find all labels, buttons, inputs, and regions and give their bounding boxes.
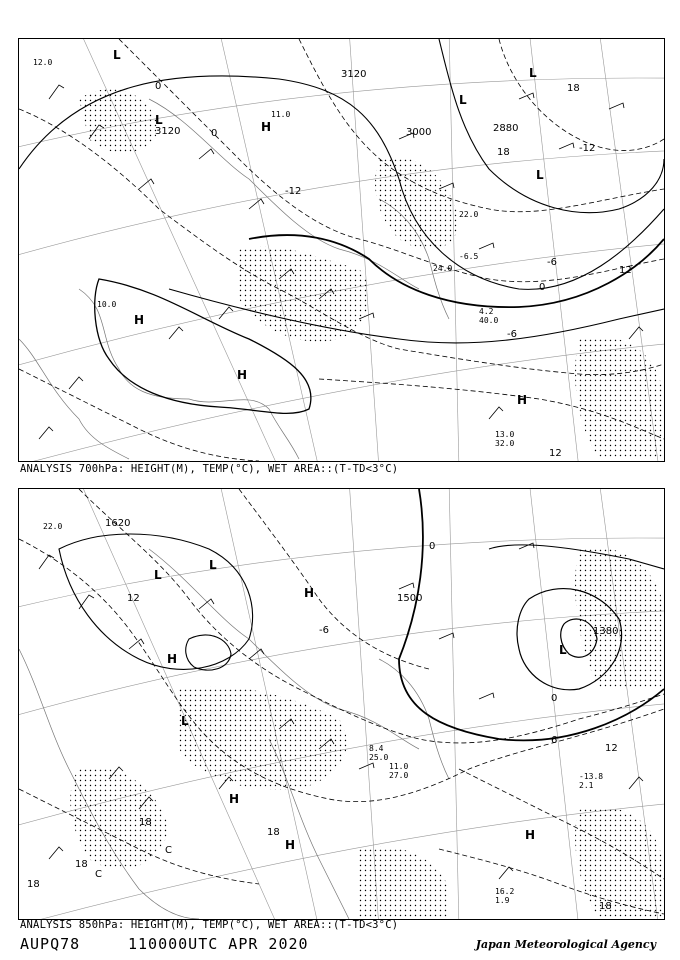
- isotherm-label: C: [95, 869, 102, 880]
- isotherm-label: 18: [267, 827, 280, 838]
- chart-identifier: AUPQ78: [20, 935, 81, 953]
- isotherm-label: -6: [319, 625, 329, 636]
- low-centre: L: [529, 66, 537, 80]
- height-label: 3120: [155, 126, 181, 137]
- station-value: -13.8: [579, 772, 604, 781]
- low-centre: L: [536, 168, 544, 182]
- station-value: -6.5: [459, 252, 479, 261]
- high-centre: H: [525, 828, 536, 842]
- height-label: 1620: [105, 518, 131, 529]
- coastline: [19, 99, 449, 459]
- isotherm-label: 18: [27, 879, 40, 890]
- station-value: 11.0: [389, 762, 409, 771]
- isotherm-label: 0: [551, 693, 558, 704]
- valid-time: 110000UTC APR 2020: [128, 935, 309, 953]
- contour-labels: [155, 69, 632, 459]
- map-canvas-850hpa: [19, 489, 664, 919]
- isotherm-label: 18: [599, 901, 612, 912]
- isotherm-label: 18: [567, 83, 580, 94]
- high-centre: H: [261, 120, 272, 134]
- low-centre: L: [155, 113, 163, 127]
- isotherm-label: 12: [549, 448, 562, 459]
- station-value: 16.2: [495, 887, 515, 896]
- isotherm-label: -6: [547, 257, 557, 268]
- map-panel-850hpa: [18, 488, 665, 920]
- station-value: 12.0: [33, 58, 53, 67]
- station-value: 22.0: [459, 210, 479, 219]
- wet-area: [79, 89, 664, 459]
- low-centre: L: [559, 643, 567, 657]
- station-value: 10.0: [97, 300, 117, 309]
- panel-caption-850hpa: ANALYSIS 850hPa: HEIGHT(M), TEMP(°C), WET AREA::(T-TD<3°C): [20, 919, 399, 931]
- height-label: 1500: [397, 593, 423, 604]
- isotherm-label: 6: [551, 735, 558, 746]
- low-centre: L: [113, 48, 121, 62]
- high-centre: H: [167, 652, 178, 666]
- isotherm-label: -6: [507, 329, 517, 340]
- height-label: 3000: [406, 127, 432, 138]
- station-value: 22.0: [43, 522, 63, 531]
- high-centre: H: [237, 368, 248, 382]
- station-value: 27.0: [389, 771, 409, 780]
- height-contours: [59, 489, 664, 740]
- station-value: 1.9: [495, 896, 510, 905]
- isotherm-label: 12: [619, 265, 632, 276]
- isotherm-label: 0: [211, 128, 218, 139]
- low-centre: L: [209, 558, 217, 572]
- map-panel-700hpa: [18, 38, 665, 462]
- isotherm-label: 0: [429, 541, 436, 552]
- isotherm-label: 18: [75, 859, 88, 870]
- isotherm-label: 12: [127, 593, 140, 604]
- station-value: 13.0: [495, 430, 515, 439]
- isotherm-label: 12: [605, 743, 618, 754]
- isotherm-label: -12: [579, 143, 596, 154]
- low-centre: L: [154, 568, 162, 582]
- map-canvas-700hpa: [19, 39, 664, 461]
- station-value: 8.4: [369, 744, 384, 753]
- station-value: 32.0: [495, 439, 515, 448]
- chart-footer: [20, 935, 660, 957]
- isotherm-label: 18: [139, 817, 152, 828]
- low-centre: L: [181, 714, 189, 728]
- height-label: 3120: [341, 69, 367, 80]
- station-value: 2.1: [579, 781, 594, 790]
- station-value: 24.0: [433, 264, 453, 273]
- station-value: 4.2: [479, 307, 494, 316]
- height-label: 2880: [493, 123, 519, 134]
- panel-caption-700hpa: ANALYSIS 700hPa: HEIGHT(M), TEMP(°C), WET AREA::(T-TD<3°C): [20, 463, 399, 475]
- isotherm-label: C: [165, 845, 172, 856]
- agency-credit: Japan Meteorological Agency: [475, 938, 656, 951]
- wet-area: [70, 547, 664, 919]
- station-value: 11.0: [271, 110, 291, 119]
- isotherm-label: 0: [155, 81, 162, 92]
- high-centre: H: [285, 838, 296, 852]
- high-centre: H: [304, 586, 315, 600]
- high-centre: H: [134, 313, 145, 327]
- isotherm-label: 18: [497, 147, 510, 158]
- station-value: 25.0: [369, 753, 389, 762]
- low-centre: L: [459, 93, 467, 107]
- station-value: 40.0: [479, 316, 499, 325]
- isotherm-label: 0: [539, 282, 546, 293]
- height-label: 1380: [593, 626, 619, 637]
- high-centre: H: [229, 792, 240, 806]
- isotherm-label: -12: [285, 186, 302, 197]
- high-centre: H: [517, 393, 528, 407]
